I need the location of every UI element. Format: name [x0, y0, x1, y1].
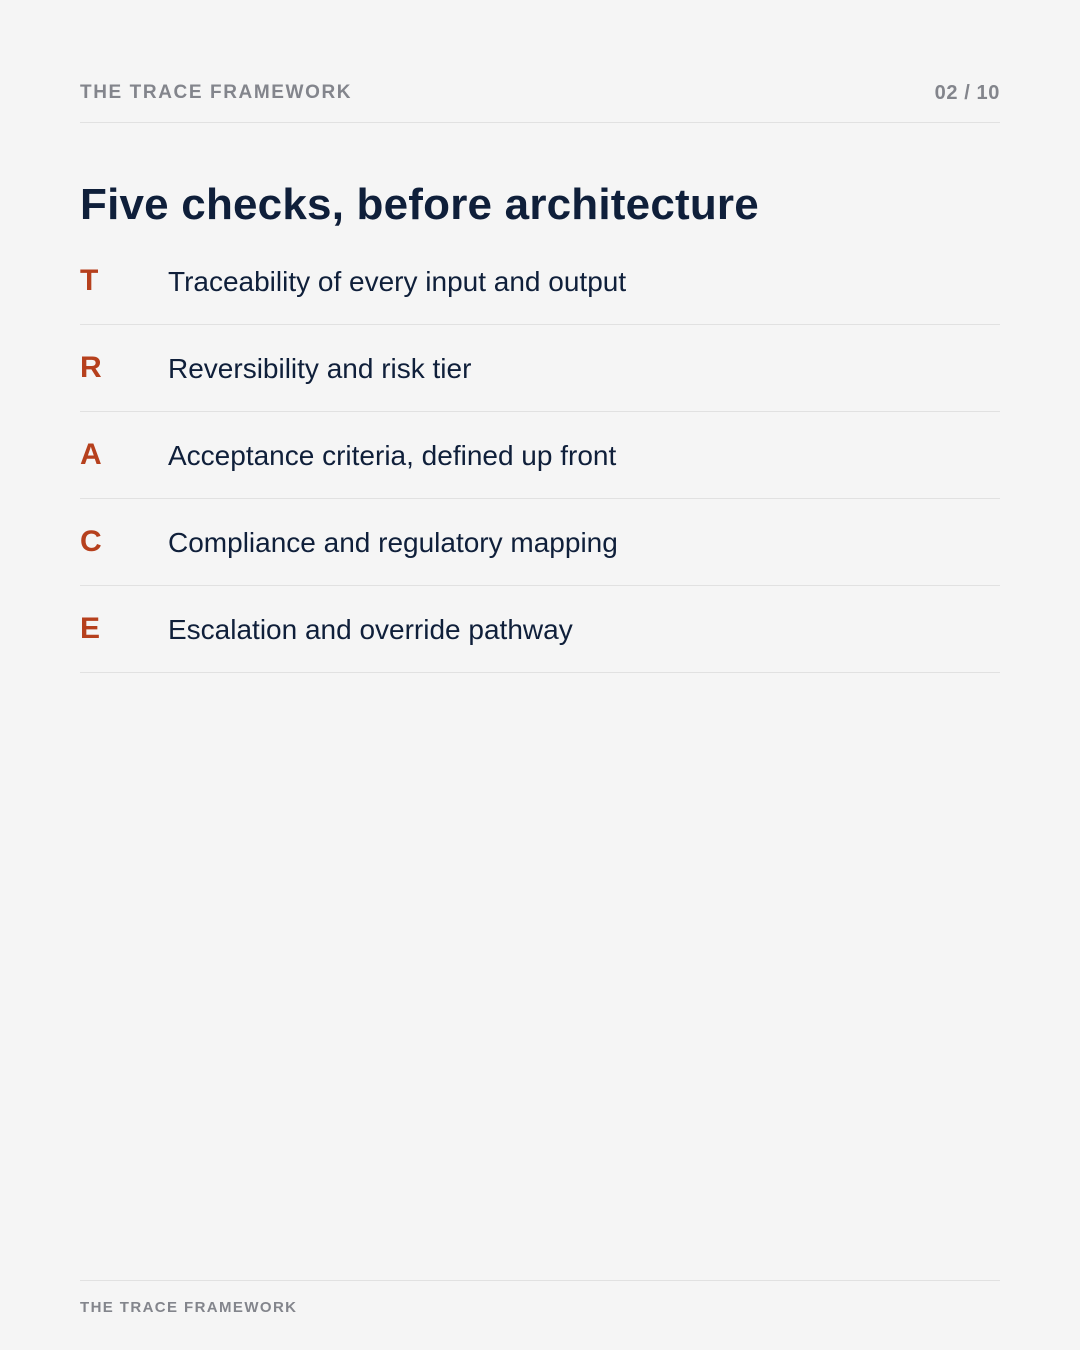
check-item-e [80, 586, 1000, 673]
check-letter: T [80, 264, 99, 297]
slide-title: Five checks, before architecture [80, 180, 759, 229]
page-counter: 02 / 10 [934, 82, 1000, 104]
header-label: THE TRACE FRAMEWORK [80, 82, 353, 103]
check-text: Reversibility and risk tier [168, 353, 472, 384]
check-text: Escalation and override pathway [168, 614, 573, 645]
check-text: Traceability of every input and output [168, 266, 627, 297]
check-item-c [80, 499, 1000, 586]
check-item-a [80, 412, 1000, 499]
slide-header [80, 80, 1000, 123]
check-item-t [80, 238, 1000, 325]
check-text: Compliance and regulatory mapping [168, 527, 618, 558]
check-item-r [80, 325, 1000, 412]
footer-label: THE TRACE FRAMEWORK [80, 1299, 298, 1316]
check-letter: R [80, 351, 102, 384]
check-letter: E [80, 612, 101, 645]
check-letter: C [80, 525, 102, 558]
check-text: Acceptance criteria, defined up front [168, 440, 617, 471]
check-letter: A [80, 438, 102, 471]
slide-footer [80, 1280, 1000, 1318]
checks-list [80, 238, 1000, 673]
